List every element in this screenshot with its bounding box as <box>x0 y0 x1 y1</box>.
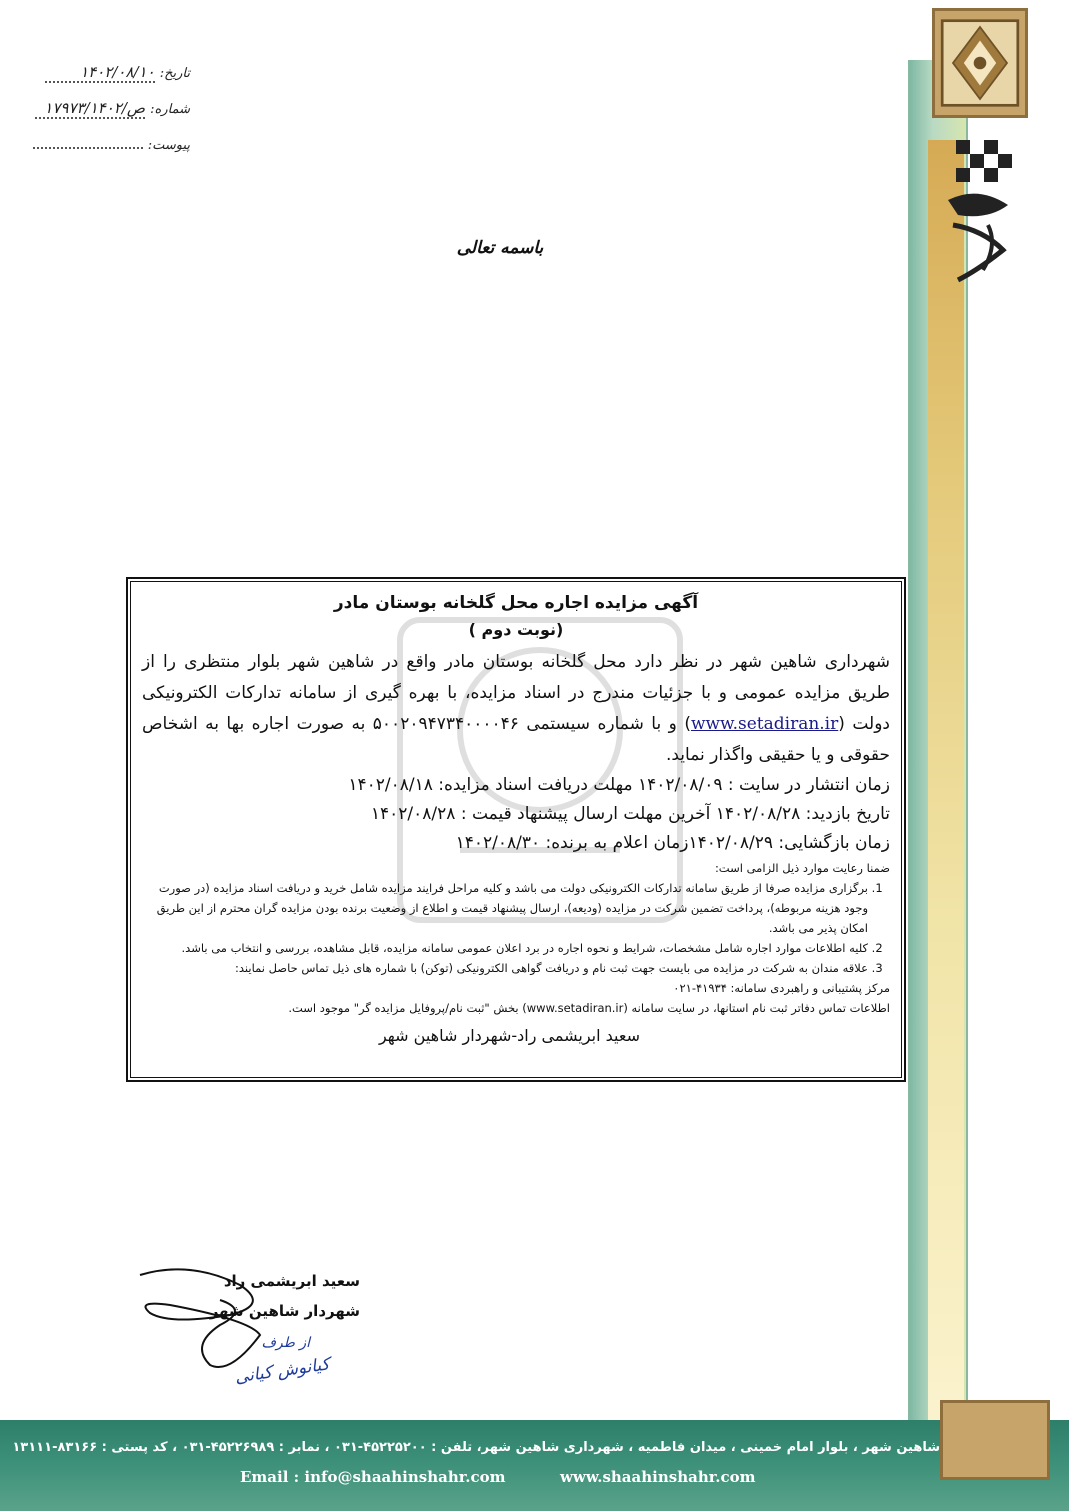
invocation-heading: باسمه تعالی <box>456 238 544 258</box>
corner-ornament-icon <box>940 1400 1050 1480</box>
on-behalf-note: از طرف <box>261 1335 310 1351</box>
date-value: ۱۴۰۲/۰۸/۱۰ <box>45 63 155 83</box>
footer-email[interactable]: Email : info@shaahinshahr.com <box>240 1468 506 1486</box>
list-item: 1. برگزاری مزایده صرفا از طریق سامانه تدارکات الکترونیکی دولت می باشد و کلیه مراحل فرایند مزایده شامل خرید و دریافت اسناد مزایده (در صورت وجود هزینه مربوطه)، پرداخت تضمین شرکت در مزایده (ودیعه)، ارسال پیشنهاد قیمت و اطلاع از وضعیت برنده بودن مزایده گران محترم از این طریق امکان پذیر می باشد. <box>142 878 868 938</box>
setadiran-link[interactable]: www.setadiran.ir <box>690 714 839 734</box>
opening-dates: زمان بازگشایی: ۱۴۰۲/۰۸/۲۹زمان اعلام به برنده: ۱۴۰۲/۰۸/۳۰ <box>455 833 890 853</box>
notice-body-end: ) و با شماره سیستمی ۵۰۰۲۰۹۴۷۳۴۰۰۰۰۴۶ به صورت اجاره بها به اشخاص حقوقی و یا حقیقی واگذار نماید. <box>142 714 890 765</box>
support-line: مرکز پشتیبانی و راهبردی سامانه: ۴۱۹۳۴-۰۲۱ <box>673 981 890 995</box>
visit-dates: تاریخ بازدید: ۱۴۰۲/۰۸/۲۸ آخرین مهلت ارسال پیشنهاد قیمت : ۱۴۰۲/۰۸/۲۸ <box>370 804 890 824</box>
publish-dates: زمان انتشار در سایت : ۱۴۰۲/۰۸/۰۹ مهلت دریافت اسناد مزایده: ۱۴۰۲/۰۸/۱۸ <box>348 775 890 795</box>
decorative-side-gradient <box>928 140 964 1440</box>
number-field <box>30 98 190 119</box>
municipality-logo <box>928 130 1028 290</box>
notice-body <box>142 647 890 771</box>
footer-band <box>0 1420 1069 1511</box>
attachment-label: پیوست: <box>147 138 190 153</box>
attachment-value <box>33 147 143 149</box>
footer-address: شاهین شهر ، بلوار امام خمینی ، میدان فاطمیه ، شهرداری شاهین شهر، تلفن : ۴۵۲۲۵۲۰۰-۰۳۱ ، نمابر : ۴۵۲۲۶۹۸۹-۰۳۱ ، کد پستی : ۸۳۱۶۶-۱۳۱۱۱ <box>12 1440 940 1455</box>
date-label: تاریخ: <box>159 66 190 81</box>
notice-subtitle: (نوبت دوم ) <box>468 620 564 639</box>
auction-notice <box>126 577 906 1082</box>
attachment-field <box>30 134 190 153</box>
signatory-name: سعید ابریشمی راد <box>223 1272 360 1290</box>
offices-line: اطلاعات تماس دفاتر ثبت نام استانها، در سایت سامانه (www.setadiran.ir) بخش "ثبت نام/پروفایل مزایده گر" موجود است. <box>288 1001 890 1015</box>
list-item: 3. علاقه مندان به شرکت در مزایده می بایست جهت ثبت نام و دریافت گواهی الکترونیکی (توکن) با شماره های ذیل تماس حاصل نمایند: <box>142 958 868 978</box>
notes-list <box>142 878 890 978</box>
footer-website[interactable]: www.shaahinshahr.com <box>560 1468 756 1486</box>
notice-title: آگهی مزایده اجاره محل گلخانه بوستان مادر <box>333 593 699 613</box>
notes-intro: ضمنا رعایت موارد ذیل الزامی است: <box>714 861 890 875</box>
notice-body-start: شهرداری شاهین شهر در نظر دارد محل گلخانه بوستان مادر واقع در شاهین شهر بلوار منتظری را از طریق مزایده عمومی و با جزئیات مندرج در اسناد مزایده، با بهره گیری از سامانه تدارکات الکترونیکی دولت ( <box>142 652 890 734</box>
number-value: ص/۱۷۹۷۳/۱۴۰۲ <box>35 99 145 119</box>
date-field <box>30 62 190 83</box>
signer-name: کیانوش کیانی <box>233 1354 331 1388</box>
signatory-title: شهردار شاهین شهر <box>209 1302 360 1320</box>
list-item: 2. کلیه اطلاعات موارد اجاره شامل مشخصات، شرایط و نحوه اجاره در برد اعلان عمومی سامانه مزایده، قابل مشاهده، بررسی و انتخاب می باشد. <box>142 938 868 958</box>
notice-signature: سعید ابریشمی راد-شهردار شاهین شهر <box>378 1026 640 1045</box>
number-label: شماره: <box>150 102 190 117</box>
ornament-icon <box>932 8 1028 118</box>
